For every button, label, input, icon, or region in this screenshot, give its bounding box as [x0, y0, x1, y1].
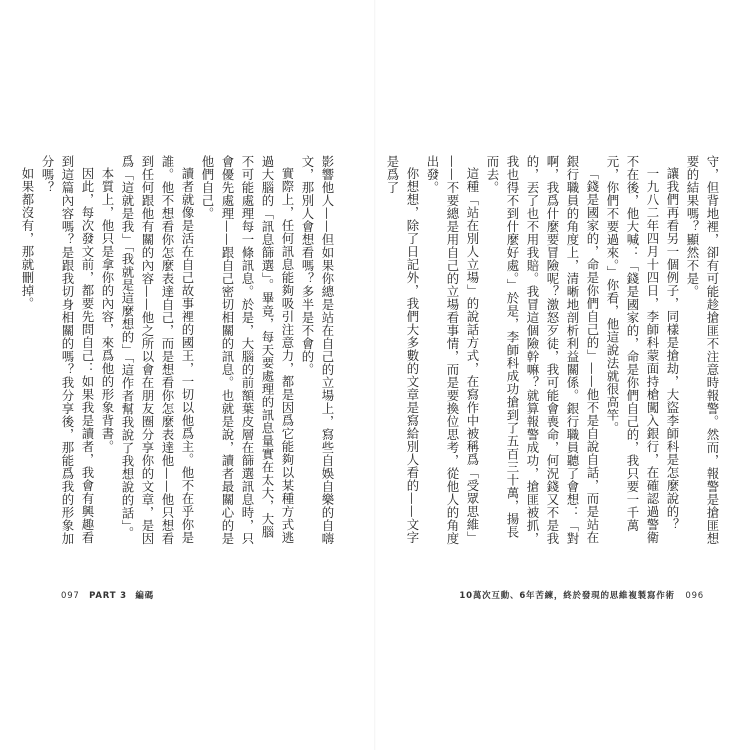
left-page-footer	[61, 589, 154, 601]
paragraph: 實際上，任何訊息能夠吸引注意力，都是因爲它能夠以某種方式逃過大腦的「訊息篩選」。畢竟，每天要處理的訊息量實在太大，大腦不可能處理每一條訊息。於是，大腦的前額葉皮層在篩選訊息時，只會優先處理——跟自己密切相關的訊息。也就是說，讀者最關心的是他們自己。	[200, 155, 295, 545]
part-label: PART 3	[89, 591, 127, 601]
section-label: 編碼	[135, 591, 154, 601]
right-page-body	[385, 155, 722, 550]
paragraph: 如果都沒有，那就刪掉。	[20, 167, 35, 311]
paragraph: 影響他人——但如果你總是站在自己的立場上，寫些自娛自樂的自嗨文，那別人會想看嗎？多半是不會的。	[300, 155, 335, 545]
book-title: 10萬次互動、6年苦練，終於發現的思維複製寫作術	[459, 591, 675, 601]
paragraph: 這種「站在別人立場」的說話方式，在寫作中被稱爲「受眾思維」——不要總是用自己的立場看事情，而是要換位思考，從他人的角度出發。	[425, 155, 480, 545]
paragraph: 本質上，他只是拿你的內容，來爲他的形象背書。	[100, 167, 115, 454]
paragraph: 因此，每次發文前，都要先問自己：如果我是讀者，我會有興趣看到這篇內容嗎？是跟我切身相關的嗎？我分享後，那能爲我的形象加分嗎？	[40, 155, 95, 545]
paragraph: 你想想，除了日記外，我們大多數的文章是寫給別人看的——文字是爲了	[385, 155, 420, 545]
left-page-body	[20, 155, 337, 550]
paragraph: 守，但背地裡，卻有可能趁搶匪不注意時報警。然而，報警是搶匪想要的結果嗎？顯然不是。	[685, 155, 720, 545]
right-page-footer	[459, 589, 710, 601]
right-page	[375, 0, 750, 750]
paragraph: 讓我們再看另一個例子，同樣是搶劫，大盜李師科是怎麼說的？	[665, 167, 680, 532]
paragraph: 「錢是國家的，命是你們自己的」——他不是自說自話，而是站在銀行職員的角度上，清晰地剖析利益關係。銀行職員聽了會想：「對啊，我爲什麼要冒險呢？激怒歹徒，我可能會喪命，何況錢又不是我的，丟了也不用我賠。我冒這個險幹嘛？就算報警成功，搶匪被抓，我也得不到什麼好處。」於是，李師科成功搶到了五百三十萬，揚長而去。	[485, 155, 600, 545]
page-number: 097	[61, 591, 80, 601]
paragraph: 讀者就像是活在自己故事裡的國王，一切以他爲主。他不在乎你是誰。他不想看你怎麼表達自己，而是想看你怎麼表達他——他只想看到任何跟他有關的內容——他之所以會在朋友圈分享你的文章，是因爲「這就是我」「我就是這麼想的」「這作者幫我說了我想說的話」。	[120, 155, 195, 545]
page-number: 096	[685, 591, 704, 601]
paragraph: 一九八二年四月十四日，李師科蒙面持槍闖入銀行，在確認過警衛不在後，他大喊：「錢是國家的，命是你們自己的，我只要一千萬元，你們不要過來。」你看，他這說法就很高竿。	[605, 155, 660, 545]
